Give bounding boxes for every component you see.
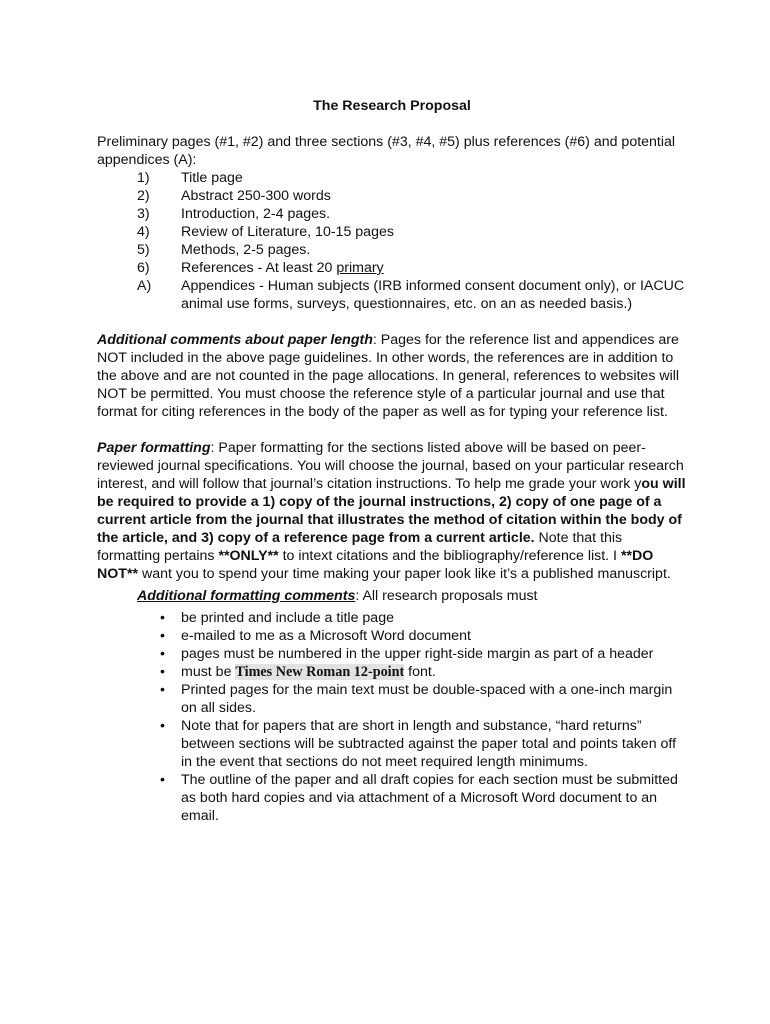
- formatting-heading: Paper formatting: [97, 440, 211, 456]
- bullet-icon: •: [160, 682, 165, 698]
- item-number: 5): [137, 242, 150, 258]
- item-text: Title page: [181, 170, 243, 186]
- list-item: [97, 259, 687, 277]
- formatting-bold-requirement: ou will be required to provide a 1) copy of the journal instructions, 2) copy of one page of a current article from the journal that illustrates the method of citation within the body of the article, and 3) copy of a reference page from a current article.: [97, 476, 686, 546]
- page-title: The Research Proposal: [313, 98, 471, 114]
- bullet-item: [97, 609, 687, 627]
- bullet-text: e-mailed to me as a Microsoft Word document: [181, 628, 471, 644]
- formatting-body: to intext citations and the bibliography/reference list. I: [278, 548, 621, 564]
- spacer: [97, 421, 687, 439]
- bullet-icon: •: [160, 646, 165, 662]
- bullet-item: [97, 663, 687, 681]
- bullet-icon: •: [160, 664, 165, 680]
- length-heading: Additional comments about paper length: [97, 332, 373, 348]
- formatting-body: Note that this formatting pertains: [97, 530, 623, 564]
- length-body: : Pages for the reference list and appendices are NOT included in the above page guidelines. In other words, the references are in addition to the above and are not counted in the page allocations. In general, references to websites will NOT be permitted. You must choose the reference style of a particular journal and use that format for citing references in the body of the paper as well as for typing your reference list.: [97, 332, 680, 420]
- bullet-text: The outline of the paper and all draft copies for each section must be submitted as both hard copies and via attachment of a Microsoft Word document to an email.: [181, 772, 678, 824]
- font-post: font.: [404, 664, 436, 680]
- bullet-text: pages must be numbered in the upper right-side margin as part of a header: [181, 646, 654, 662]
- item-number: 6): [137, 260, 150, 276]
- underlined-word: primary: [336, 260, 384, 276]
- bullet-item: [97, 681, 687, 717]
- section-list: [97, 169, 687, 313]
- additional-lead: [97, 587, 687, 605]
- item-text: Abstract 250-300 words: [181, 188, 331, 204]
- bullet-icon: •: [160, 718, 165, 734]
- list-item: [97, 277, 687, 313]
- length-paragraph: [97, 331, 687, 421]
- item-number: 1): [137, 170, 150, 186]
- item-text: Appendices - Human subjects (IRB informed consent document only), or IACUC animal use forms, surveys, questionnaires, etc. on an as needed basis.): [181, 278, 685, 312]
- item-text: Methods, 2-5 pages.: [181, 242, 311, 258]
- bullet-item: [97, 627, 687, 645]
- bullet-icon: •: [160, 610, 165, 626]
- formatting-bold-do-not: **DO NOT**: [97, 548, 654, 582]
- list-item: [97, 169, 687, 187]
- item-text: [181, 259, 687, 277]
- requirements-list: [97, 609, 687, 825]
- formatting-bold-only: **ONLY**: [218, 548, 279, 564]
- item-text-main: References - At least 20: [181, 260, 337, 276]
- list-item: [97, 205, 687, 223]
- item-number: A): [137, 278, 152, 294]
- list-item: [97, 241, 687, 259]
- spacer: [97, 313, 687, 331]
- bullet-icon: •: [160, 772, 165, 788]
- formatting-body: want you to spend your time making your paper look like it’s a published manuscript.: [138, 566, 671, 582]
- bullet-text: [181, 663, 687, 681]
- font-pre: must be: [181, 664, 236, 680]
- item-number: 3): [137, 206, 150, 222]
- formatting-paragraph: [97, 439, 687, 583]
- intro-paragraph: Preliminary pages (#1, #2) and three sections (#3, #4, #5) plus references (#6) and potential appendices (A):: [97, 134, 676, 168]
- bullet-text: be printed and include a title page: [181, 610, 394, 626]
- font-name-highlight: Times New Roman 12-point: [235, 664, 405, 680]
- item-text: Review of Literature, 10-15 pages: [181, 224, 394, 240]
- item-text: Introduction, 2-4 pages.: [181, 206, 331, 222]
- item-number: 4): [137, 224, 150, 240]
- item-number: 2): [137, 188, 150, 204]
- formatting-body: : Paper formatting for the sections listed above will be based on peer-reviewed journal specifications. You will choose the journal, based on your particular research interest, and will follow that journal’s citation instructions. To help me grade your work y: [97, 440, 684, 492]
- bullet-text: Printed pages for the main text must be double-spaced with a one-inch margin on all sides.: [181, 682, 673, 716]
- list-item: [97, 187, 687, 205]
- additional-lead-text: : All research proposals must: [355, 588, 538, 604]
- bullet-item: [97, 717, 687, 771]
- document-page: [97, 97, 687, 825]
- list-item: [97, 223, 687, 241]
- bullet-item: [97, 771, 687, 825]
- bullet-text: Note that for papers that are short in length and substance, “hard returns” between sections will be subtracted against the paper total and points taken off in the event that sections do not meet required length minimums.: [181, 718, 677, 770]
- bullet-item: [97, 645, 687, 663]
- additional-heading: Additional formatting comments: [137, 588, 356, 604]
- bullet-icon: •: [160, 628, 165, 644]
